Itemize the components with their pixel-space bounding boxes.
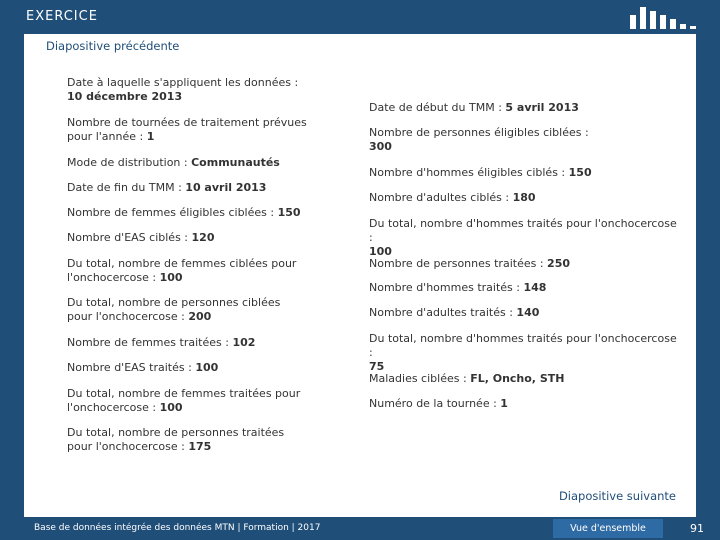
left-item-8: Du total, nombre de personnes ciblées pour l'onchocercose : 200 [67,296,281,323]
page-title: EXERCICE [26,9,98,24]
left-item-6: Nombre d'EAS ciblés : 120 [67,231,215,244]
right-item-6: Nombre de personnes traitées : 250 [369,257,571,270]
left-item-5: Nombre de femmes éligibles ciblées : 150 [67,206,301,219]
right-item-2: Nombre de personnes éligibles ciblées : 300 [369,126,589,153]
right-item-8: Nombre d'adultes traités : 140 [369,306,540,319]
left-item-3: Mode de distribution : Communautés [67,156,280,169]
right-item-9: Du total, nombre d'hommes traités pour l'onchocercose : 75 [369,332,677,373]
left-item-10: Nombre d'EAS traités : 100 [67,361,219,374]
page-number: 91 [690,522,704,535]
left-item-9: Nombre de femmes traitées : 102 [67,336,256,349]
right-item-10: Maladies ciblées : FL, Oncho, STH [369,372,565,385]
left-item-1: Date à laquelle s'appliquent les données : 10 décembre 2013 [67,76,299,103]
left-item-2: Nombre de tournées de traitement prévues pour l'année : 1 [67,116,307,143]
footer-bar [0,517,720,540]
header-bar [0,0,720,34]
overview-button[interactable]: Vue d'ensemble [553,519,663,538]
left-item-12: Du total, nombre de personnes traitées pour l'onchocercose : 175 [67,426,285,453]
right-item-11: Numéro de la tournée : 1 [369,397,508,410]
right-item-3: Nombre d'hommes éligibles ciblés : 150 [369,166,592,179]
left-item-11: Du total, nombre de femmes traitées pour l'onchocercose : 100 [67,387,301,414]
bar-chart-logo-icon [630,7,700,29]
right-item-4: Nombre d'adultes ciblés : 180 [369,191,536,204]
right-item-1: Date de début du TMM : 5 avril 2013 [369,101,579,114]
previous-slide-link[interactable]: Diapositive précédente [46,39,180,53]
footer-text: Base de données intégrée des données MTN | Formation | 2017 [34,523,321,533]
left-item-7: Du total, nombre de femmes ciblées pour l'onchocercose : 100 [67,257,297,284]
next-slide-link[interactable]: Diapositive suivante [558,489,676,503]
left-item-4: Date de fin du TMM : 10 avril 2013 [67,181,267,194]
right-item-5: Du total, nombre d'hommes traités pour l'onchocercose : 100 [369,217,677,258]
content-panel [24,34,696,517]
right-item-7: Nombre d'hommes traités : 148 [369,281,547,294]
